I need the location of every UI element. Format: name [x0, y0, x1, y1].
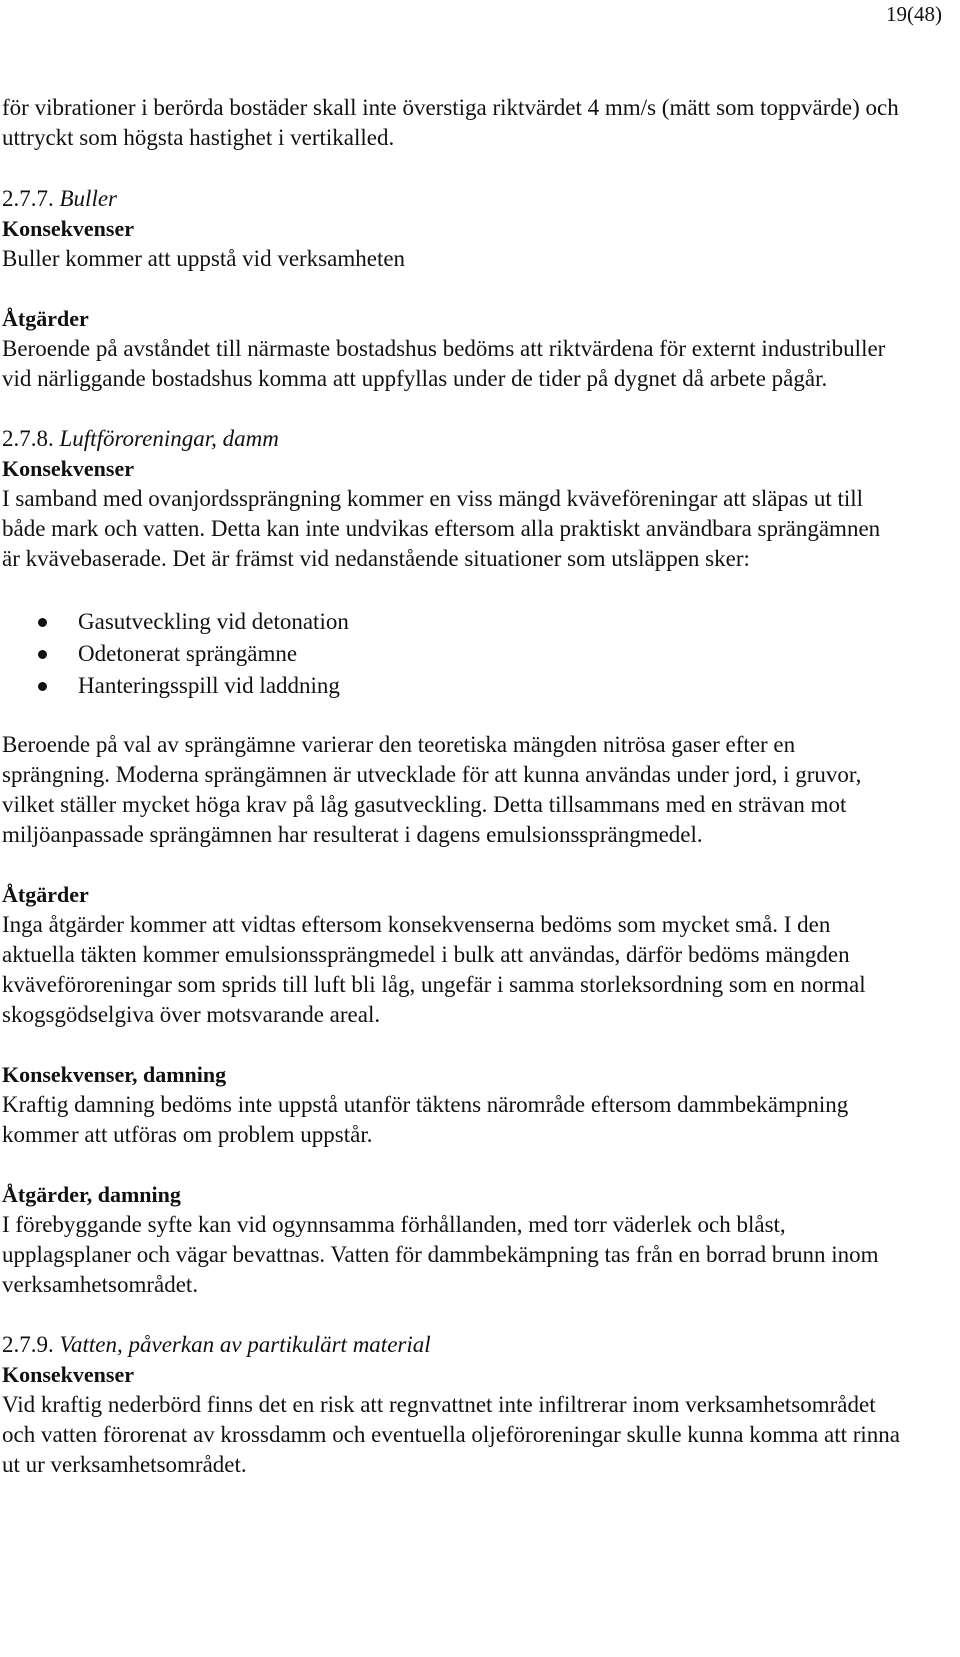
list-item: Hanteringsspill vid laddning [2, 670, 902, 702]
list-item: Odetonerat sprängämne [2, 638, 902, 670]
bullet-icon [38, 650, 47, 659]
section-number: 2.7.7. [2, 186, 54, 211]
section-title: Vatten, påverkan av partikulärt material [59, 1332, 431, 1357]
konsekvenser-damning-paragraph: Kraftig damning bedöms inte uppstå utanför täktens närområde eftersom dammbekämpning kommer att utföras om problem uppstår. [2, 1092, 849, 1147]
konsekvenser-heading: Konsekvenser [2, 456, 134, 481]
konsekvenser-paragraph: Vid kraftig nederbörd finns det en risk att regnvattnet inte infiltrerar inom verksamhetsområdet och vatten förorenat av krossdamm och eventuella oljeföroreningar skulle kunna komma att rinna ut ur verksamhetsområdet. [2, 1392, 900, 1477]
bullet-icon [38, 682, 47, 691]
atgarder-damning-heading: Åtgärder, damning [2, 1182, 181, 1207]
bullet-list [2, 606, 902, 702]
bullet-icon [38, 618, 47, 627]
section-title: Buller [59, 186, 117, 211]
atgarder-paragraph: Beroende på avståndet till närmaste bostadshus bedöms att riktvärdena för externt industribuller vid närliggande bostadshus komma att uppfyllas under de tider på dygnet då arbete pågår. [2, 336, 886, 391]
section-number: 2.7.8. [2, 426, 54, 451]
atgarder-heading: Åtgärder [2, 306, 89, 331]
section-title: Luftföroreningar, damm [59, 426, 279, 451]
section-heading-luftfororeningar [2, 424, 902, 454]
konsekvenser-damning-heading: Konsekvenser, damning [2, 1062, 227, 1087]
konsekvenser-heading: Konsekvenser [2, 216, 134, 241]
document-body [2, 93, 902, 1480]
intro-paragraph: för vibrationer i berörda bostäder skall inte överstiga riktvärdet 4 mm/s (mätt som toppvärde) och uttryckt som högsta hastighet i vertikalled. [2, 95, 899, 150]
list-item: Gasutveckling vid detonation [2, 606, 902, 638]
atgarder-damning-paragraph: I förebyggande syfte kan vid ogynnsamma förhållanden, med torr väderlek och blåst, upplagsplaner och vägar bevattnas. Vatten för dammbekämpning tas från en borrad brunn inom verksamhetsområdet. [2, 1212, 879, 1297]
body-paragraph: Beroende på val av sprängämne varierar den teoretiska mängden nitrösa gaser efter en sprängning. Moderna sprängämnen är utvecklade för att kunna användas under jord, i gruvor, vilket ställer mycket höga krav på låg gasutveckling. Detta tillsammans med en strävan mot miljöanpassade sprängämnen har resulterat i dagens emulsionssprängmedel. [2, 732, 862, 847]
section-number: 2.7.9. [2, 1332, 54, 1357]
konsekvenser-heading: Konsekvenser [2, 1362, 134, 1387]
page-number: 19(48) [886, 2, 942, 26]
section-heading-buller [2, 184, 902, 214]
konsekvenser-paragraph: I samband med ovanjordssprängning kommer en viss mängd kväveföreningar att släpas ut till både mark och vatten. Detta kan inte undvikas eftersom alla praktiskt användbara sprängämnen är kvävebaserade. Det är främst vid nedanstående situationer som utsläppen sker: [2, 486, 881, 571]
atgarder-paragraph: Inga åtgärder kommer att vidtas eftersom konsekvenserna bedöms som mycket små. I den aktuella täkten kommer emulsionssprängmedel i bulk att användas, därför bedöms mängden kväveföroreningar som sprids till luft bli låg, ungefär i samma storleksordning som en normal skogsgödselgiva över motsvarande areal. [2, 912, 866, 1027]
section-heading-vatten [2, 1330, 902, 1360]
konsekvenser-paragraph: Buller kommer att uppstå vid verksamheten [2, 246, 406, 271]
atgarder-heading: Åtgärder [2, 882, 89, 907]
